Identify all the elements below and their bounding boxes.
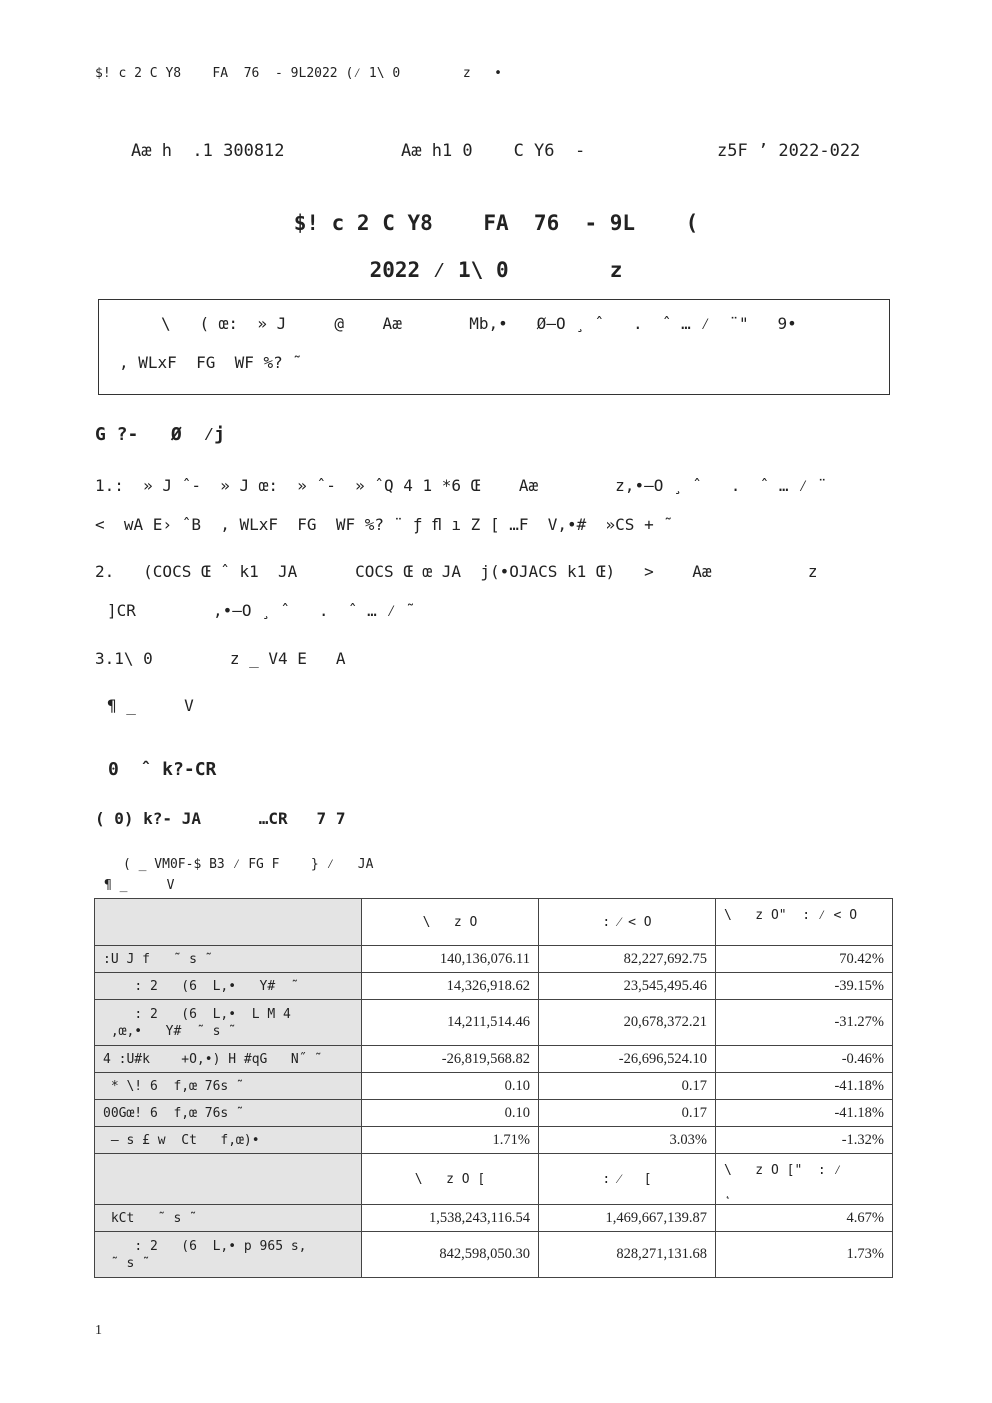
table-row [95, 1073, 893, 1100]
table-row [95, 1232, 893, 1278]
row-label: – s £ w Ct f,œ)• [95, 1127, 362, 1154]
page-number: 1 [95, 1323, 102, 1338]
disclaimer-box [98, 299, 890, 395]
current-value: 0.10 [362, 1100, 539, 1127]
previous-value: 0.17 [539, 1100, 716, 1127]
current-value: -26,819,568.82 [362, 1046, 539, 1073]
row-label: : 2 (6 L,• p 965 s, ˜ s ˜ [95, 1232, 362, 1278]
table-header-row-period-end [95, 1154, 893, 1205]
previous-value: 3.03% [539, 1127, 716, 1154]
previous-value: 82,227,692.75 [539, 946, 716, 973]
document-title-line1: $! c 2 C Y8 FA 76 - 9L ( [293, 211, 699, 235]
table-row [95, 1100, 893, 1127]
change-value: -0.46% [716, 1046, 893, 1073]
row-label: * \! 6 f,œ 76s ˜ [95, 1073, 362, 1100]
section-heading-important-notice: G ?- Ø ⁄j [95, 424, 226, 445]
row-label: 00Gœ! 6 f,œ 76s ˜ [95, 1100, 362, 1127]
header-empty-cell [95, 1154, 362, 1205]
change-value: -1.32% [716, 1127, 893, 1154]
current-value: 842,598,050.30 [362, 1232, 539, 1278]
header-current-period: \ z O [362, 899, 539, 946]
current-value: 1,538,243,116.54 [362, 1205, 539, 1232]
table-header-row [95, 899, 893, 946]
table-row [95, 1000, 893, 1046]
row-label: : 2 (6 L,• Y# ˜ [95, 973, 362, 1000]
row-label: kCt ˜ s ˜ [95, 1205, 362, 1232]
disclaimer-line2: , WLxF FG WF %? ˜ [119, 353, 303, 372]
document-header: $! c 2 C Y8 FA 76 - 9L2022 (⁄ 1\ 0 z • [95, 66, 502, 81]
previous-value: 0.17 [539, 1073, 716, 1100]
table-row [95, 1127, 893, 1154]
header-period-end-previous: : ⁄ [ [539, 1154, 716, 1205]
previous-value: 23,545,495.46 [539, 973, 716, 1000]
previous-value: 20,678,372.21 [539, 1000, 716, 1046]
previous-value: 828,271,131.68 [539, 1232, 716, 1278]
current-value: 14,326,918.62 [362, 973, 539, 1000]
change-value: -41.18% [716, 1100, 893, 1127]
subsection-heading: ( 0) k?- JA …CR 7 7 [95, 809, 346, 828]
row-label: 4 :U#k +O,•) H #qG N˝ ˜ [95, 1046, 362, 1073]
current-value: 0.10 [362, 1073, 539, 1100]
change-value: -39.15% [716, 973, 893, 1000]
row-label: : 2 (6 L,• L M 4 ,œ,• Y# ˜ s ˜ [95, 1000, 362, 1046]
announcement-number: z5F ’ 2022-022 [717, 141, 861, 161]
table-note: ( _ VM0F-$ B3 ⁄ FG F } ⁄ JA [123, 857, 374, 872]
paragraph-item1-line2: < wA E› ˆB , WLxF FG WF %? ¨ ƒ ﬂ ı Z [ …F V,•# »CS + ˜ [95, 515, 673, 534]
paragraph-item1-line1: 1.: » J ˆ- » J œ: » ˆ- » ˆQ 4 1 *6 Œ Aæ z,•–O ¸ ˆ . ˆ … ⁄ ¨ [95, 476, 828, 495]
header-change: \ z O" : ⁄ < O [716, 899, 893, 946]
current-value: 140,136,076.11 [362, 946, 539, 973]
financial-data-table [94, 898, 893, 1278]
row-label: :U J f ˜ s ˜ [95, 946, 362, 973]
paragraph-item3: 3.1\ 0 z _ V4 E A [95, 649, 346, 668]
change-value: -41.18% [716, 1073, 893, 1100]
change-value: -31.27% [716, 1000, 893, 1046]
currency-unit-note: ¶ _ V [107, 696, 194, 715]
paragraph-item2-line1: 2. (COCS Œ ˆ k1 JA COCS Œ œ JA j(•OJACS k1 Œ) > Aæ z [95, 562, 818, 581]
change-value: 70.42% [716, 946, 893, 973]
paragraph-item2-line2: ]CR ,•–O ¸ ˆ . ˆ … ⁄ ˜ [107, 601, 416, 620]
table-row [95, 973, 893, 1000]
header-previous-period: : ⁄ < O [539, 899, 716, 946]
header-period-end-change: \ z O [" : ⁄ ˛ [716, 1154, 893, 1205]
change-value: 1.73% [716, 1232, 893, 1278]
disclaimer-line1: \ ( œ: » J @ Aæ Mb,• Ø–O ¸ ˆ . ˆ … ⁄ ¨" 9• [161, 314, 797, 333]
section-heading-financial-data: 0 ˆ k?-CR [108, 759, 217, 780]
previous-value: -26,696,524.10 [539, 1046, 716, 1073]
table-row [95, 946, 893, 973]
change-value: 4.67% [716, 1205, 893, 1232]
company-short-name: Aæ h1 0 C Y6 - [401, 141, 586, 161]
header-empty-cell [95, 899, 362, 946]
current-value: 14,211,514.46 [362, 1000, 539, 1046]
document-title-line2: 2022 ⁄ 1\ 0 z [369, 258, 623, 282]
previous-value: 1,469,667,139.87 [539, 1205, 716, 1232]
table-row [95, 1205, 893, 1232]
company-code: Aæ h .1 300812 [131, 141, 285, 161]
header-period-end-current: \ z O [ [362, 1154, 539, 1205]
current-value: 1.71% [362, 1127, 539, 1154]
table-row [95, 1046, 893, 1073]
table-unit-note: ¶ _ V [104, 878, 175, 893]
